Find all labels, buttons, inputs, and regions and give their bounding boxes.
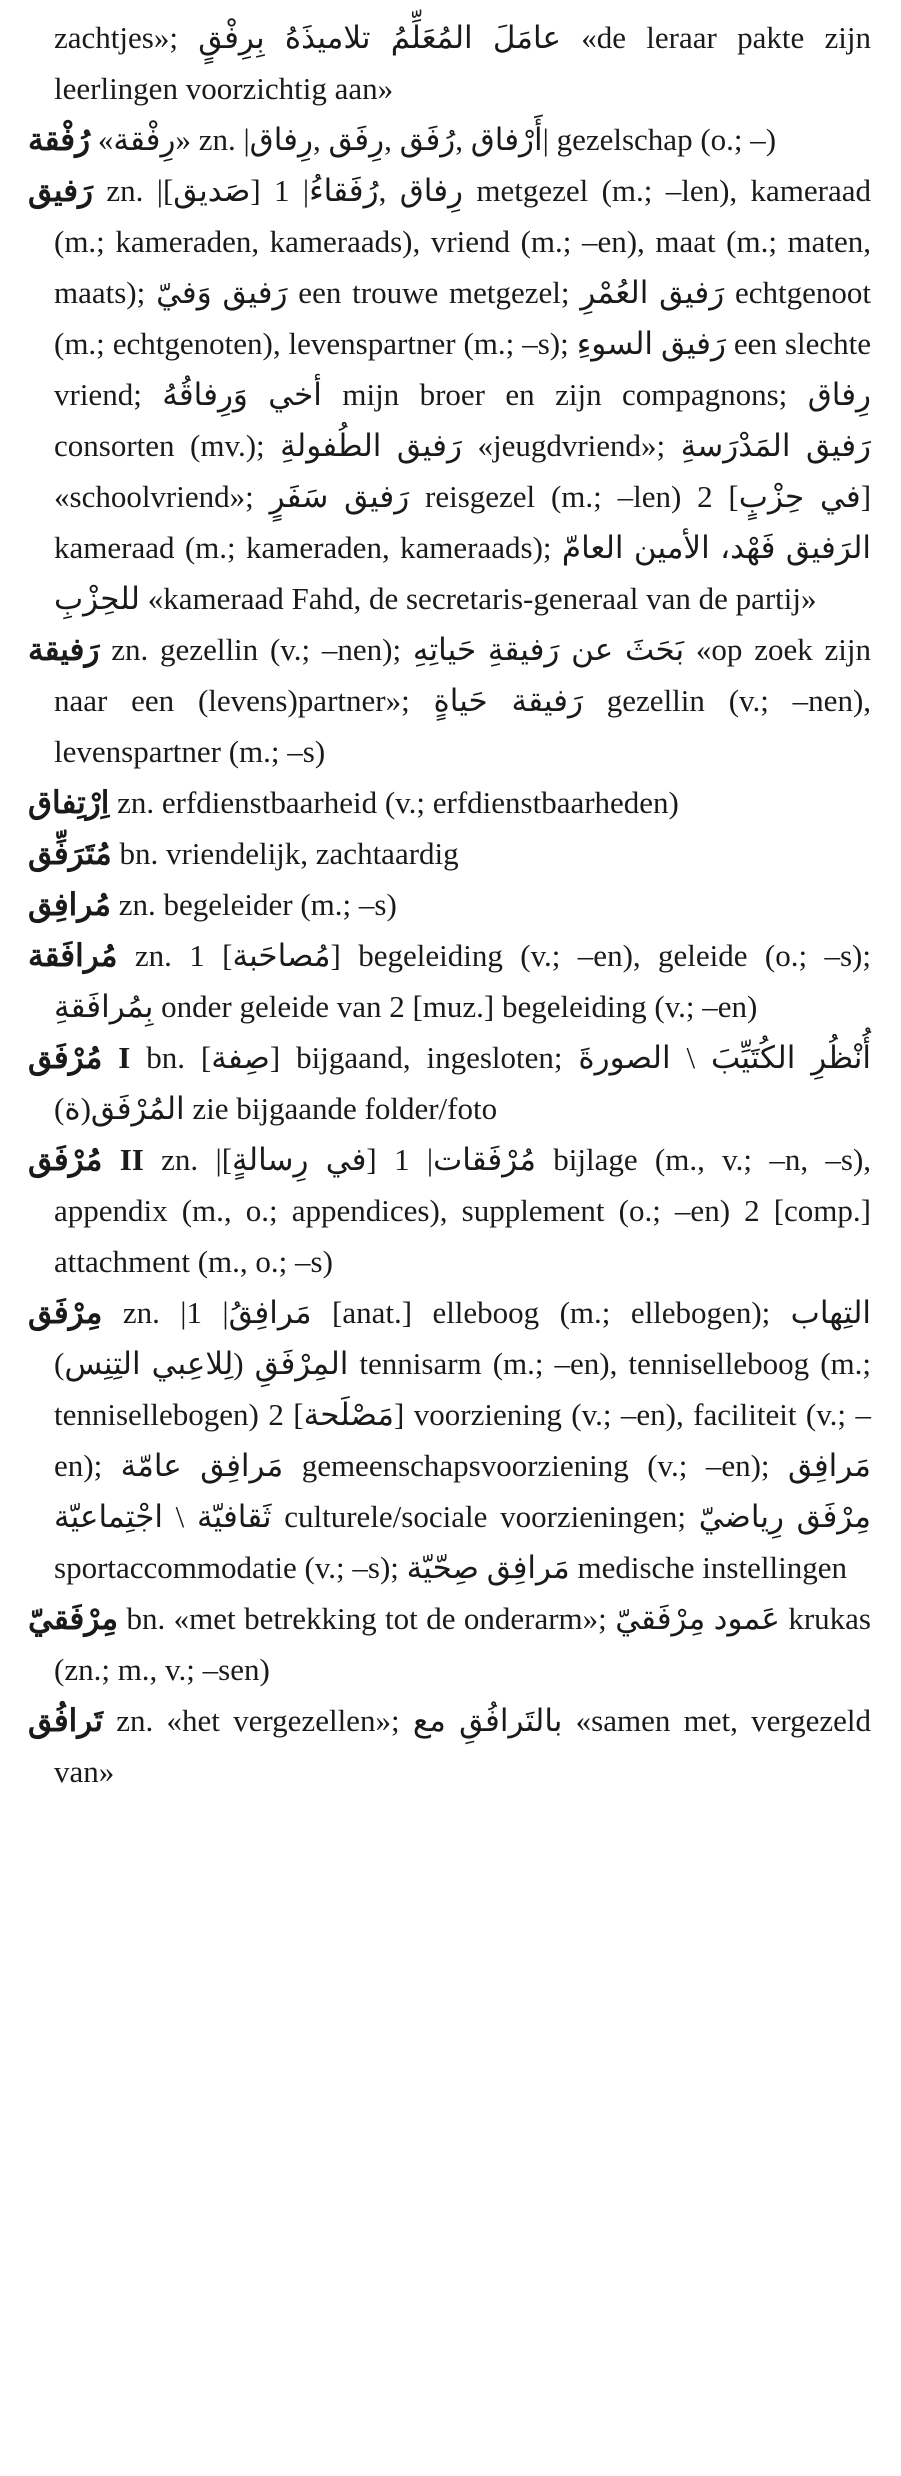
entry-headword: مِرْفَقيّ xyxy=(28,1601,119,1636)
dictionary-entry-murafiq xyxy=(28,879,871,930)
entry-headword: رُفْقة xyxy=(28,122,91,157)
entry-headword: مُرافِق xyxy=(28,887,111,922)
entry-text: zn. 1 [مُصاحَبة] begeleiding (v.; –en), geleide (o.; –s); بِمُرافَقةِ onder geleide van 2 [muz.] begeleiding (v.; –en) xyxy=(54,938,871,1024)
entry-headword: اِرْتِفاق xyxy=(28,785,110,820)
dictionary-entry-continuation xyxy=(28,12,871,114)
entry-headword: مُرْفَق II xyxy=(28,1142,144,1177)
dictionary-entry-rufqa xyxy=(28,114,871,165)
entry-text: zachtjes»; عامَلَ المُعَلِّمُ تلاميذَهُ بِرِفْقٍ «de leraar pakte zijn leerlingen voorzichtig aan» xyxy=(54,20,871,106)
entry-headword: مُرْفَق I xyxy=(28,1040,131,1075)
dictionary-entry-rafiqa xyxy=(28,624,871,777)
entry-text: bn. [صِفة] bijgaand, ingesloten; أُنْظُرِ الكُتَيِّبَ \ الصورةَ المُرْفَق(ة) zie bijgaande folder/foto xyxy=(54,1040,871,1126)
entry-text: zn. gezellin (v.; –nen); بَحَثَ عن رَفيقةِ حَياتِهِ «op zoek zijn naar een (levens)partner»; رَفيقة حَياةٍ gezellin (v.; –nen), levenspartner (m.; –s) xyxy=(54,632,872,769)
entry-text: zn. begeleider (m.; –s) xyxy=(118,887,397,922)
dictionary-entry-murfaq-1 xyxy=(28,1032,871,1134)
entry-text: bn. «met betrekking tot de onderarm»; عَمود مِرْفَقيّ krukas (zn.; m., v.; –sen) xyxy=(54,1601,871,1687)
entry-text: zn. «het vergezellen»; بالتَرافُقِ مع «samen met, vergezeld van» xyxy=(54,1703,872,1789)
dictionary-entry-murafaqa xyxy=(28,930,871,1032)
dictionary-entry-tarafuq xyxy=(28,1695,871,1797)
entry-headword: رَفيقة xyxy=(28,632,100,667)
entry-text: bn. vriendelijk, zachtaardig xyxy=(119,836,459,871)
dictionary-entry-mirfaq xyxy=(28,1287,871,1593)
dictionary-entry-mutarafiq xyxy=(28,828,871,879)
dictionary-entry-irtifaq xyxy=(28,777,871,828)
entry-headword: رَفيق xyxy=(28,173,93,208)
entry-headword: مُتَرَفِّق xyxy=(28,836,112,871)
entry-text: zn. erfdienstbaarheid (v.; erfdienstbaarheden) xyxy=(117,785,679,820)
entry-headword: مُرافَقة xyxy=(28,938,118,973)
entry-text: zn. |رِفاق ,رُفَقاءُ| 1 [صَديق] metgezel (m.; –len), kameraad (m.; kameraden, kameraads), vriend (m.; –en), maat (m.; maten, maats); رَفيق وَفيّ een trouwe metgezel; رَفيق العُمْرِ echtgenoot (m.; echtgenoten), levenspartner (m.; –s); رَفيق السوءِ een slechte vriend; أخي وَرِفاقُهُ mijn broer en zijn compagnons; رِفاق consorten (mv.); رَفيق الطُفولةِ «jeugdvriend»; رَفيق المَدْرَسةِ «schoolvriend»; رَفيق سَفَرٍ reisgezel (m.; –len) 2 [في حِزْبٍ] kameraad (m.; kameraden, kameraads); الرَفيق فَهْد، الأمين العامّ للحِزْبِ «kameraad Fahd, de secretaris-generaal van de partij» xyxy=(54,173,872,616)
entry-text: zn. |مَرافِقُ| 1 [anat.] elleboog (m.; ellebogen); التِهاب المِرْفَقِ (لِلاعِبي التِنِس) tennisarm (m.; –en), tenniselleboog (m.; tennisellebogen) 2 [مَصْلَحة] voorziening (v.; –en), faciliteit (v.; –en); مَرافِق عامّة gemeenschapsvoorziening (v.; –en); مَرافِق ثَقافيّة \ اجْتِماعيّة culturele/sociale voorzieningen; مِرْفَق رِياضيّ sportaccommodatie (v.; –s); مَرافِق صِحّيّة medische instellingen xyxy=(54,1295,872,1585)
dictionary-entry-rafiq xyxy=(28,165,871,624)
dictionary-entry-murfaq-2 xyxy=(28,1134,871,1287)
entry-text: zn. |مُرْفَقات| 1 [في رِسالةٍ] bijlage (m., v.; –n, –s), appendix (m., o.; appendices), supplement (o.; –en) 2 [comp.] attachment (m., o.; –s) xyxy=(54,1142,872,1279)
entry-headword: مِرْفَق xyxy=(28,1295,103,1330)
dictionary-entry-mirfaqi xyxy=(28,1593,871,1695)
entry-text: «رِفْقة» zn. |أَرْفاق ,رُفَق ,رِفَق ,رِفاق| gezelschap (o.; –) xyxy=(97,122,777,157)
entry-headword: تَرافُق xyxy=(28,1703,104,1738)
